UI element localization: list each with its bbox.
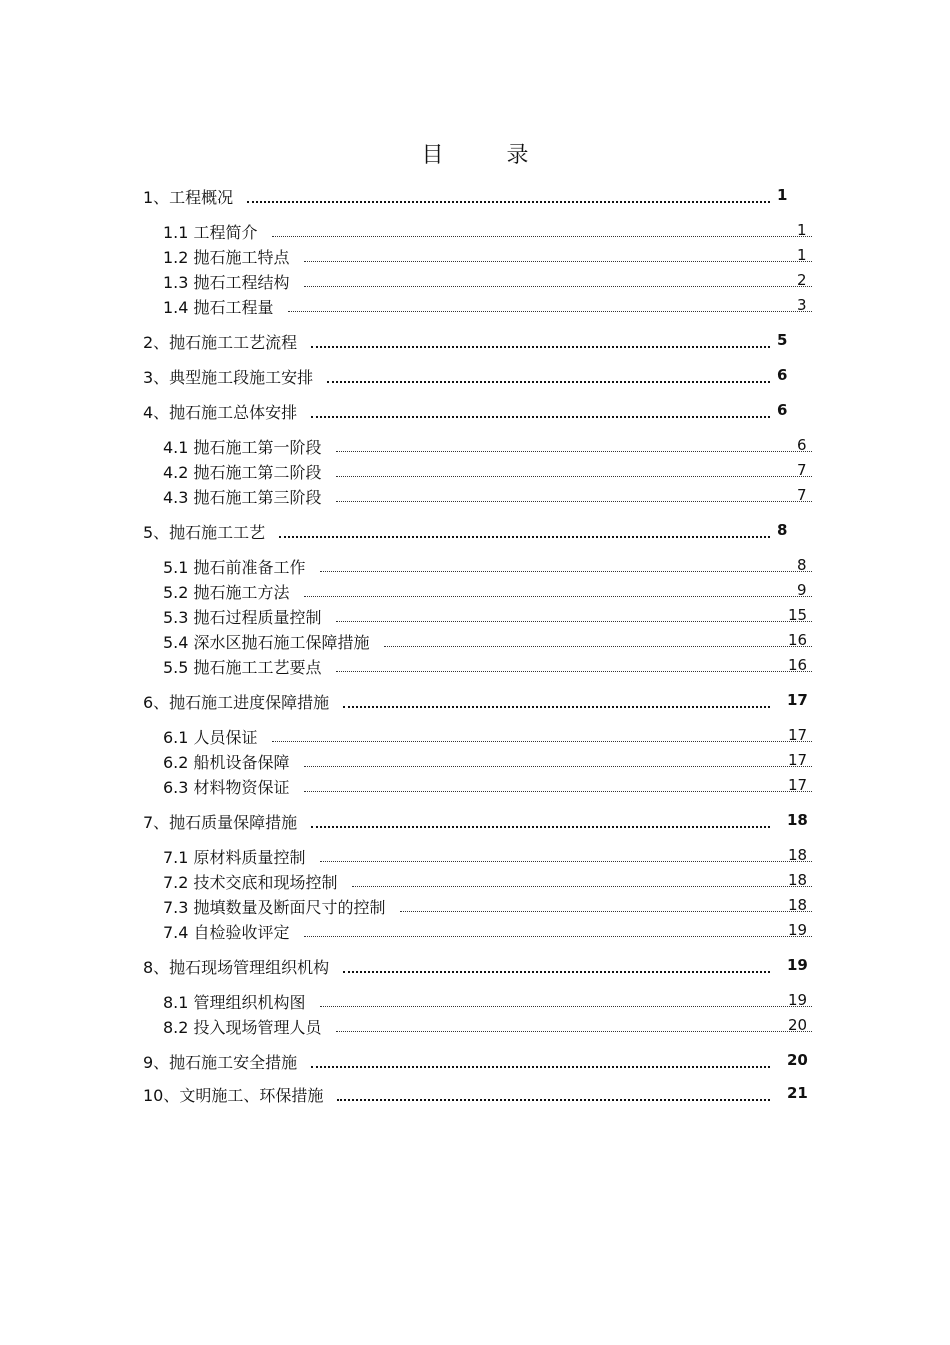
toc-page-number: 17 [788,726,808,744]
toc-dot-leader [304,578,812,597]
toc-section-row[interactable] [0,988,950,1012]
toc-page-number: 1 [777,186,788,204]
toc-entry-label: 5.2 抛石施工方法 [163,583,290,602]
toc-page-number: 20 [788,1016,808,1034]
toc-page-number: 20 [787,1051,808,1069]
toc-page-number: 18 [788,871,808,889]
toc-entry-label: 10、文明施工、环保措施 [143,1086,324,1105]
toc-dot-leader [320,988,812,1007]
toc-entry-label: 7.3 抛填数量及断面尺寸的控制 [163,898,386,917]
toc-dot-leader [336,458,812,477]
toc-page-number: 8 [777,521,788,539]
toc-entry-label: 5、抛石施工工艺 [143,523,266,542]
toc-page-number: 7 [797,461,807,479]
toc-section-row[interactable] [0,628,950,652]
toc-page-number: 18 [787,811,808,829]
toc-dot-leader [336,1013,812,1032]
toc-dot-leader [311,398,770,418]
toc-page-number: 16 [788,631,808,649]
toc-section-row[interactable] [0,483,950,507]
toc-dot-leader [336,483,812,502]
toc-page-number: 19 [787,956,808,974]
toc-section-row[interactable] [0,868,950,892]
toc-section-row[interactable] [0,293,950,317]
toc-entry-label: 1.3 抛石工程结构 [163,273,290,292]
toc-entry-label: 6、抛石施工进度保障措施 [143,693,330,712]
toc-dot-leader [336,433,812,452]
toc-section-row[interactable] [0,268,950,292]
toc-entry-label: 1.2 抛石施工特点 [163,248,290,267]
toc-entry-label: 4、抛石施工总体安排 [143,403,298,422]
toc-page-number: 17 [787,691,808,709]
toc-section-row[interactable] [0,458,950,482]
toc-chapter-row[interactable] [0,398,950,422]
toc-entry-label: 5.4 深水区抛石施工保障措施 [163,633,370,652]
toc-page-number: 2 [797,271,807,289]
toc-dot-leader [288,293,812,312]
toc-section-row[interactable] [0,893,950,917]
toc-entry-label: 5.5 抛石施工工艺要点 [163,658,322,677]
toc-page-number: 19 [788,991,808,1009]
toc-section-row[interactable] [0,773,950,797]
toc-dot-leader [400,893,812,912]
toc-chapter-row[interactable] [0,953,950,977]
toc-entry-label: 4.1 抛石施工第一阶段 [163,438,322,457]
toc-entry-label: 5.3 抛石过程质量控制 [163,608,322,627]
toc-dot-leader [304,773,812,792]
toc-entry-label: 6.3 材料物资保证 [163,778,290,797]
toc-page-number: 7 [797,486,807,504]
toc-dot-leader [279,518,770,538]
toc-entry-label: 2、抛石施工工艺流程 [143,333,298,352]
toc-section-row[interactable] [0,578,950,602]
toc-dot-leader [304,243,812,262]
toc-page-number: 17 [788,751,808,769]
toc-section-row[interactable] [0,843,950,867]
toc-dot-leader [304,918,812,937]
toc-dot-leader [343,953,770,973]
toc-entry-label: 1.4 抛石工程量 [163,298,274,317]
toc-page-number: 19 [788,921,808,939]
toc-section-row[interactable] [0,653,950,677]
toc-entry-label: 4.2 抛石施工第二阶段 [163,463,322,482]
toc-page-number: 18 [788,846,808,864]
toc-entry-label: 8、抛石现场管理组织机构 [143,958,330,977]
toc-page-number: 1 [797,221,807,239]
toc-entry-label: 1.1 工程简介 [163,223,258,242]
toc-dot-leader [343,688,770,708]
toc-page-number: 18 [788,896,808,914]
toc-page-number: 6 [797,436,807,454]
toc-dot-leader [384,628,812,647]
toc-section-row[interactable] [0,218,950,242]
toc-dot-leader [320,553,812,572]
toc-section-row[interactable] [0,603,950,627]
toc-dot-leader [311,808,770,828]
toc-page-number: 5 [777,331,788,349]
toc-dot-leader [337,1081,770,1101]
toc-entry-label: 6.1 人员保证 [163,728,258,747]
toc-page-number: 17 [788,776,808,794]
toc-entry-label: 1、工程概况 [143,188,234,207]
toc-chapter-row[interactable] [0,363,950,387]
toc-entry-label: 7、抛石质量保障措施 [143,813,298,832]
toc-entry-label: 5.1 抛石前准备工作 [163,558,306,577]
toc-entry-label: 9、抛石施工安全措施 [143,1053,298,1072]
toc-dot-leader [247,183,770,203]
toc-chapter-row[interactable] [0,1048,950,1072]
toc-chapter-row[interactable] [0,808,950,832]
toc-page-number: 21 [787,1084,808,1102]
toc-page-number: 16 [788,656,808,674]
toc-entry-label: 7.4 自检验收评定 [163,923,290,942]
toc-section-row[interactable] [0,243,950,267]
toc-dot-leader [352,868,812,887]
toc-section-row[interactable] [0,433,950,457]
toc-entry-label: 3、典型施工段施工安排 [143,368,314,387]
toc-dot-leader [272,218,812,237]
toc-dot-leader [336,603,812,622]
toc-page-number: 15 [788,606,808,624]
toc-section-row[interactable] [0,553,950,577]
toc-chapter-row[interactable] [0,688,950,712]
toc-entry-label: 7.2 技术交底和现场控制 [163,873,338,892]
toc-chapter-row[interactable] [0,518,950,542]
toc-chapter-row[interactable] [0,1081,950,1105]
toc-entry-label: 4.3 抛石施工第三阶段 [163,488,322,507]
toc-page-number: 9 [797,581,807,599]
toc-dot-leader [272,723,812,742]
toc-chapter-row[interactable] [0,183,950,207]
toc-page-number: 3 [797,296,807,314]
toc-dot-leader [311,328,770,348]
toc-page-number: 1 [797,246,807,264]
toc-page-number: 6 [777,366,788,384]
toc-chapter-row[interactable] [0,328,950,352]
toc-section-row[interactable] [0,918,950,942]
toc-page-number: 6 [777,401,788,419]
toc-dot-leader [327,363,770,383]
toc-title: 目 录 [421,143,557,168]
toc-dot-leader [336,653,812,672]
toc-entry-label: 8.2 投入现场管理人员 [163,1018,322,1037]
toc-section-row[interactable] [0,748,950,772]
toc-section-row[interactable] [0,1013,950,1037]
toc-entry-label: 8.1 管理组织机构图 [163,993,306,1012]
toc-dot-leader [304,268,812,287]
toc-dot-leader [320,843,812,862]
toc-entry-label: 6.2 船机设备保障 [163,753,290,772]
toc-dot-leader [311,1048,770,1068]
toc-entry-label: 7.1 原材料质量控制 [163,848,306,867]
toc-section-row[interactable] [0,723,950,747]
toc-page-number: 8 [797,556,807,574]
toc-dot-leader [304,748,812,767]
